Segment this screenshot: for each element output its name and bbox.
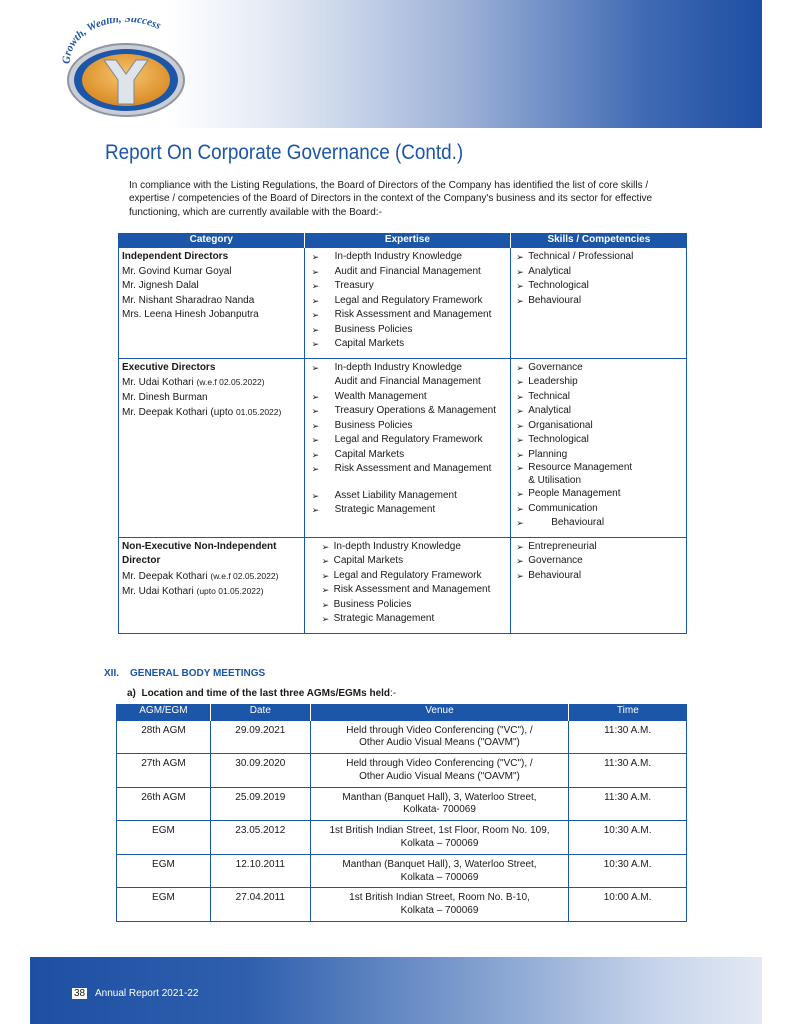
intro-paragraph: In compliance with the Listing Regulations, the Board of Directors of the Company has identified the list of core skills / expertise / competencies of the Board of Directors in the context of the Company's business and its sector for effective functioning, which are currently available with the Board:- (129, 180, 653, 218)
list-item: Audit and Financial Management (334, 376, 481, 387)
col-header-category: Category (119, 233, 305, 248)
list-item: ➢ Technological (514, 279, 683, 294)
table-row (117, 754, 687, 788)
list-item: ➢ Capital Markets (320, 554, 508, 569)
list-item: ➢ Treasury Operations & Management (308, 404, 508, 419)
list-item: ➢ Planning (514, 448, 683, 463)
list-item: ➢ Behavioural (514, 516, 683, 531)
list-item: ➢ Resource Management (514, 462, 683, 474)
col-header-date: Date (210, 704, 310, 720)
list-item: ➢ Risk Assessment and Management (308, 308, 508, 323)
svg-text:Growth, Wealth, Success: Growth, Wealth, Success (60, 18, 163, 65)
category-title: Independent Directors (122, 251, 229, 262)
meeting-time: 11:30 A.M. (569, 754, 687, 788)
list-item: & Utilisation (528, 475, 582, 486)
list-item: ➢ Legal and Regulatory Framework (308, 433, 508, 448)
list-item: ➢ Business Policies (308, 419, 508, 434)
table-row (117, 854, 687, 888)
list-item: ➢ Governance (514, 554, 683, 569)
list-item: ➢ Technical / Professional (514, 250, 683, 265)
subsection-heading (127, 688, 396, 699)
section-number: XII. (104, 668, 120, 679)
list-item: ➢ Asset Liability Management (308, 489, 508, 504)
list-item: ➢ In-depth Industry Knowledge (308, 250, 508, 265)
subsection-suffix: :- (390, 688, 397, 699)
table-row (119, 248, 687, 359)
meeting-time: 11:30 A.M. (569, 720, 687, 754)
list-item: ➢ Capital Markets (308, 448, 508, 463)
member-name: Mr. Udai Kothari (upto 01.05.2022) (122, 586, 264, 597)
member-name: Mr. Udai Kothari (w.e.f 02.05.2022) (122, 377, 265, 388)
col-header-agm-egm: AGM/EGM (117, 704, 211, 720)
meeting-venue: 1st British Indian Street, 1st Floor, Room No. 109, Kolkata – 700069 (310, 821, 568, 855)
table-row (117, 720, 687, 754)
subsection-label: a) (127, 688, 136, 699)
agm-table-header (117, 704, 687, 720)
meeting-type: 28th AGM (117, 720, 211, 754)
meeting-venue: Held through Video Conferencing ("VC"), / Other Audio Visual Means ("OAVM") (310, 720, 568, 754)
list-item: ➢ Risk Assessment and Management (320, 583, 508, 598)
meeting-venue: Manthan (Banquet Hall), 3, Waterloo Street, Kolkata – 700069 (310, 854, 568, 888)
list-item: ➢ Leadership (514, 375, 683, 390)
meeting-date: 12.10.2011 (210, 854, 310, 888)
table-row (119, 358, 687, 537)
category-title-line2: Director (122, 555, 161, 566)
col-header-skills: Skills / Competencies (511, 233, 687, 248)
meeting-type: EGM (117, 854, 211, 888)
member-name: Mr. Dinesh Burman (122, 391, 208, 403)
col-header-venue: Venue (310, 704, 568, 720)
meeting-date: 23.05.2012 (210, 821, 310, 855)
col-header-expertise: Expertise (304, 233, 511, 248)
skills-cell (511, 248, 687, 359)
page-title: Report On Corporate Governance (Contd.) (105, 141, 464, 164)
list-item: ➢ Audit and Financial Management (308, 265, 508, 280)
list-item: ➢ Entrepreneurial (514, 540, 683, 555)
skills-cell (511, 358, 687, 537)
col-header-time: Time (569, 704, 687, 720)
skills-table-header (119, 233, 687, 248)
subsection-title: Location and time of the last three AGMs/EGMs held (141, 688, 391, 699)
company-logo (60, 18, 192, 118)
section-title: GENERAL BODY MEETINGS (130, 668, 266, 679)
meeting-time: 10:00 A.M. (569, 888, 687, 922)
table-row (117, 787, 687, 821)
list-item: ➢ Analytical (514, 265, 683, 280)
meeting-type: 26th AGM (117, 787, 211, 821)
list-item: ➢ Legal and Regulatory Framework (308, 294, 508, 309)
expertise-cell (304, 248, 511, 359)
member-name: Mrs. Leena Hinesh Jobanputra (122, 309, 259, 320)
meeting-date: 30.09.2020 (210, 754, 310, 788)
page-number: 38 (74, 988, 86, 999)
member-name: Mr. Deepak Kothari (upto 01.05.2022) (122, 407, 282, 418)
expertise-cell (304, 358, 511, 537)
member-name: Mr. Govind Kumar Goyal (122, 265, 232, 277)
meeting-type: 27th AGM (117, 754, 211, 788)
expertise-cell (304, 537, 511, 633)
list-item: ➢ Business Policies (320, 598, 508, 613)
member-name: Mr. Deepak Kothari (w.e.f 02.05.2022) (122, 570, 279, 582)
list-item: ➢ Legal and Regulatory Framework (320, 569, 508, 584)
table-row (119, 537, 687, 633)
table-row (117, 888, 687, 922)
category-title: Non-Executive Non-Independent (122, 540, 277, 552)
list-item: ➢ Organisational (514, 419, 683, 434)
category-cell (119, 537, 305, 633)
list-item: ➢ Communication (514, 502, 683, 517)
list-item: ➢ Treasury (308, 279, 508, 294)
member-name: Mr. Jignesh Dalal (122, 280, 199, 291)
list-item: ➢ Risk Assessment and Management (308, 462, 508, 477)
meeting-venue: Held through Video Conferencing ("VC"), / Other Audio Visual Means ("OAVM") (310, 754, 568, 788)
meeting-date: 29.09.2021 (210, 720, 310, 754)
list-item: ➢ Behavioural (514, 294, 683, 309)
meeting-time: 10:30 A.M. (569, 821, 687, 855)
category-cell (119, 358, 305, 537)
category-title: Executive Directors (122, 361, 216, 373)
meeting-date: 25.09.2019 (210, 787, 310, 821)
list-item: ➢ In-depth Industry Knowledge (308, 361, 508, 376)
meeting-type: EGM (117, 821, 211, 855)
meeting-venue: Manthan (Banquet Hall), 3, Waterloo Street, Kolkata- 700069 (310, 787, 568, 821)
footer-label: Annual Report 2021-22 (95, 988, 199, 999)
section-heading (104, 668, 265, 679)
list-item: ➢ Analytical (514, 404, 683, 419)
meeting-venue: 1st British Indian Street, Room No. B-10, Kolkata – 700069 (310, 888, 568, 922)
list-item: ➢ Strategic Management (308, 503, 508, 518)
category-cell (119, 248, 305, 359)
skills-cell (511, 537, 687, 633)
list-item: ➢ Strategic Management (320, 612, 508, 627)
list-item: ➢ Wealth Management (308, 390, 508, 405)
list-item: ➢ Behavioural (514, 569, 683, 584)
meeting-type: EGM (117, 888, 211, 922)
skills-table (118, 233, 687, 634)
meeting-time: 10:30 A.M. (569, 854, 687, 888)
agm-table (116, 704, 687, 922)
list-item: ➢ Business Policies (308, 323, 508, 338)
meeting-time: 11:30 A.M. (569, 787, 687, 821)
list-item: ➢ Governance (514, 361, 683, 376)
list-item: ➢ Technical (514, 390, 683, 405)
list-item: ➢ Capital Markets (308, 337, 508, 352)
table-row (117, 821, 687, 855)
list-item: ➢ In-depth Industry Knowledge (320, 540, 508, 555)
meeting-date: 27.04.2011 (210, 888, 310, 922)
member-name: Mr. Nishant Sharadrao Nanda (122, 294, 255, 306)
list-item: ➢ People Management (514, 487, 683, 502)
list-item: ➢ Technological (514, 433, 683, 448)
